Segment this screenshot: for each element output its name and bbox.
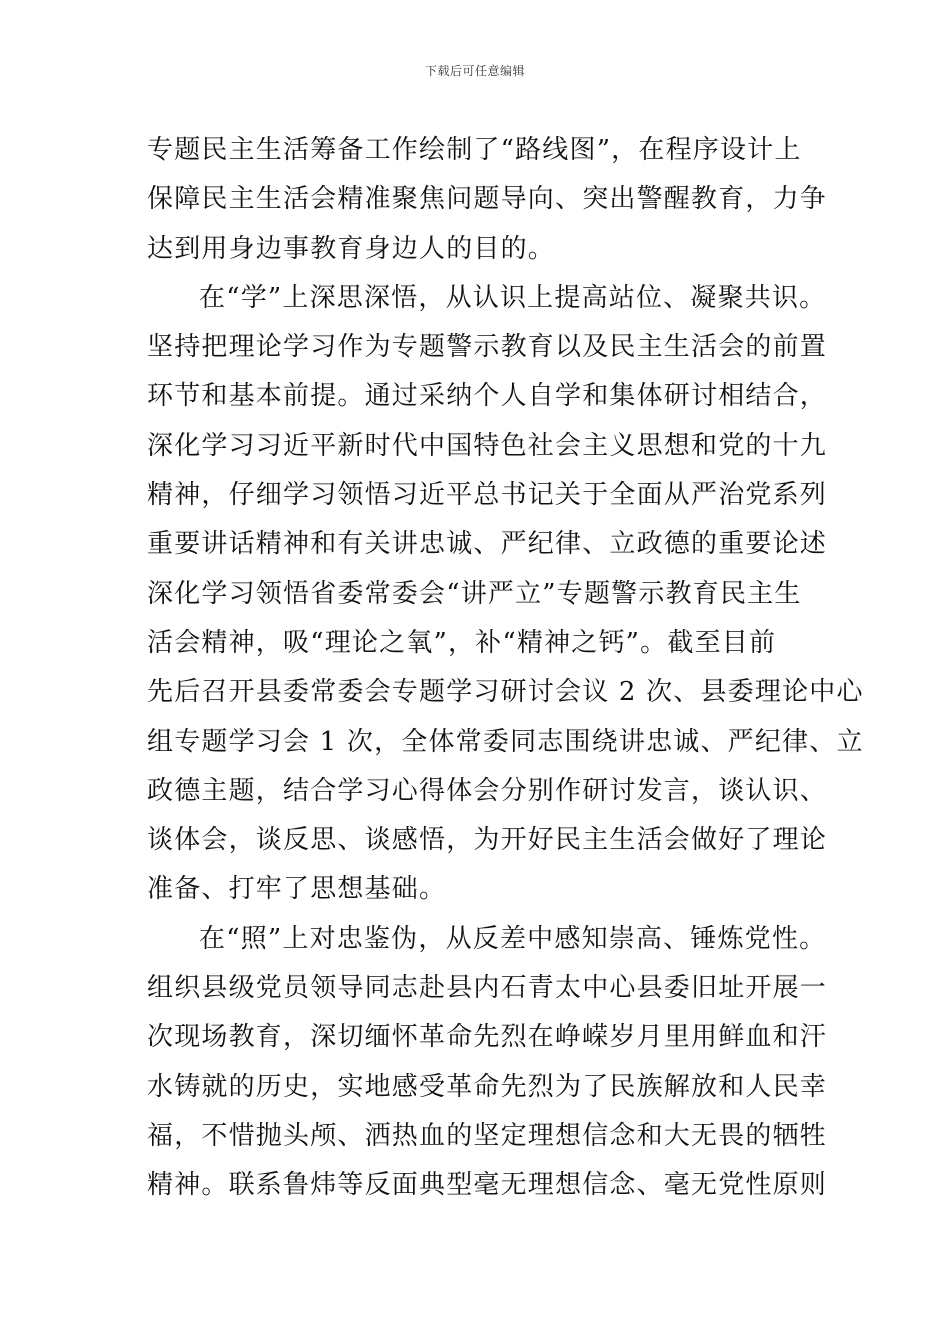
text-line: 坚持把理论学习作为专题警示教育以及民主生活会的前置 (147, 332, 828, 363)
paragraph-heading-line: 在“学”上深思深悟，从认识上提高站位、凝聚共识。 (199, 282, 827, 313)
text-line: 先后召开县委常委会专题学习研讨会议 2 次、县委理论中心 (147, 677, 864, 708)
text-line: 重要讲话精神和有关讲忠诚、严纪律、立政德的重要论述 (147, 529, 828, 560)
paragraph-heading-line: 在“照”上对忠鉴伪，从反差中感知崇高、锤炼党性。 (199, 923, 827, 954)
text-line: 专题民主生活筹备工作绘制了“路线图”，在程序设计上 (147, 135, 802, 165)
text-line: 谈体会，谈反思、谈感悟，为开好民主生活会做好了理论 (147, 825, 828, 856)
text-line: 组专题学习会 1 次，全体常委同志围绕讲忠诚、严纪律、立 (147, 726, 864, 757)
text-line: 精神，仔细学习领悟习近平总书记关于全面从严治党系列 (147, 480, 828, 511)
text-line: 组织县级党员领导同志赴县内石青太中心县委旧址开展一 (147, 973, 828, 1004)
text-line: 环节和基本前提。通过采纳个人自学和集体研讨相结合， (147, 381, 828, 412)
text-line: 政德主题，结合学习心得体会分别作研讨发言，谈认识、 (147, 775, 828, 806)
text-line: 水铸就的历史，实地感受革命先烈为了民族解放和人民幸 (147, 1071, 828, 1102)
page-header: 下载后可任意编辑 (424, 64, 525, 78)
text-line: 福，不惜抛头颅、洒热血的坚定理想信念和大无畏的牺牲 (147, 1120, 828, 1151)
document-body (147, 126, 864, 1211)
text-line: 准备、打牢了思想基础。 (147, 874, 447, 905)
text-line: 深化学习习近平新时代中国特色社会主义思想和党的十九 (147, 430, 828, 461)
text-line: 精神。联系鲁炜等反面典型毫无理想信念、毫无党性原则 (147, 1170, 828, 1201)
text-line: 深化学习领悟省委常委会“讲严立”专题警示教育民主生 (147, 578, 802, 609)
text-line: 达到用身边事教育身边人的目的。 (147, 233, 556, 264)
text-line: 次现场教育，深切缅怀革命先烈在峥嵘岁月里用鲜血和汗 (147, 1022, 828, 1053)
text-line: 活会精神，吸“理论之氧”，补“精神之钙”。截至目前 (147, 627, 777, 658)
text-line: 保障民主生活会精准聚焦问题导向、突出警醒教育，力争 (147, 184, 828, 215)
